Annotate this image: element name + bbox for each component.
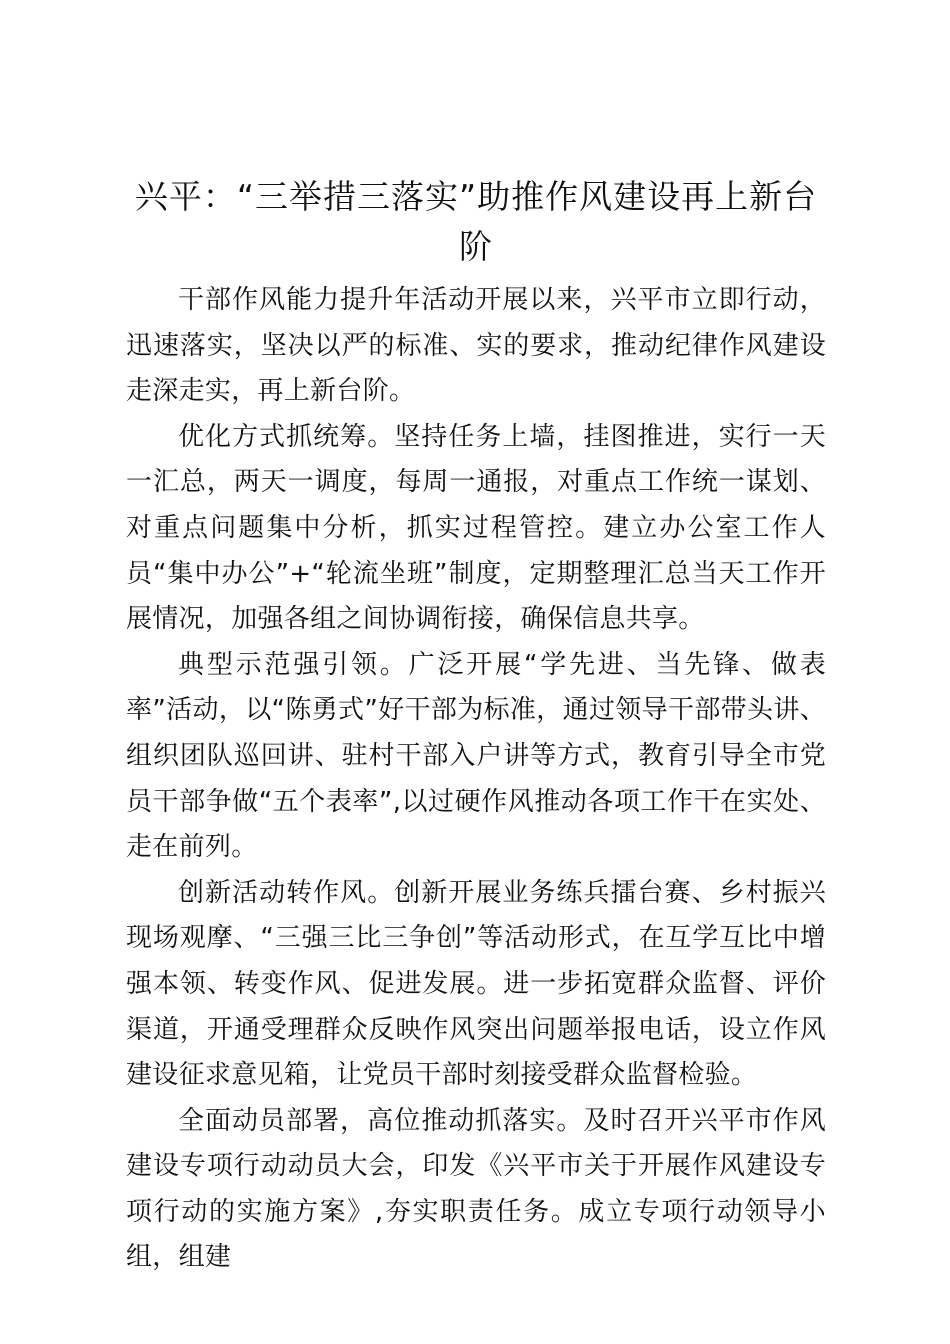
paragraph-intro: 干部作风能力提升年活动开展以来，兴平市立即行动，迅速落实，坚决以严的标准、实的要求，推动纪律作风建设走深走实，再上新台阶。	[126, 285, 826, 407]
paragraph-mobilization: 全面动员部署，高位推动抓落实。及时召开兴平市作风建设专项行动动员大会，印发《兴平市关于开展作风建设专项行动的实施方案》,夯实职责任务。成立专项行动领导小组，组建	[126, 1105, 826, 1273]
paragraph-activities: 创新活动转作风。创新开展业务练兵擂台赛、乡村振兴现场观摩、“三强三比三争创”等活动形式，在互学互比中增强本领、转变作风、促进发展。进一步拓宽群众监督、评价渠道，开通受理群众反映作风突出问题举报电话，设立作风建设征求意见箱，让党员干部时刻接受群众监督检验。	[126, 877, 826, 1091]
paragraph-coordination: 优化方式抓统筹。坚持任务上墙，挂图推进，实行一天一汇总，两天一调度，每周一通报，对重点工作统一谋划、对重点问题集中分析，抓实过程管控。建立办公室工作人员“集中办公”+“轮流坐班”制度，定期整理汇总当天工作开展情况，加强各组之间协调衔接，确保信息共享。	[126, 421, 826, 635]
document-page	[126, 172, 826, 1281]
paragraph-role-models: 典型示范强引领。广泛开展“学先进、当先锋、做表率”活动，以“陈勇式”好干部为标准，通过领导干部带头讲、组织团队巡回讲、驻村干部入户讲等方式，教育引导全市党员干部争做“五个表率”,以过硬作风推动各项工作干在实处、走在前列。	[126, 649, 826, 863]
document-title: 兴平：“三举措三落实”助推作风建设再上新台阶	[134, 177, 818, 266]
